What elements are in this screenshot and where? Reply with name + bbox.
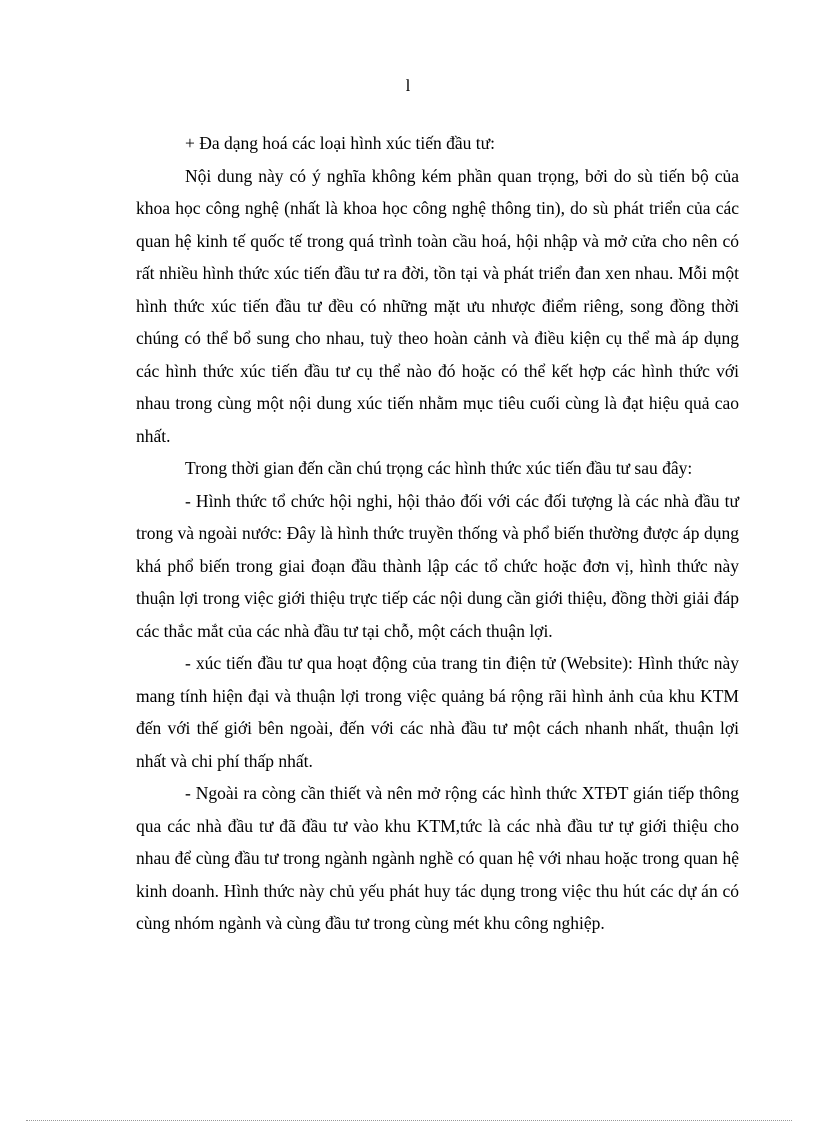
body-text <box>136 127 739 940</box>
paragraph: - Hình thức tổ chức hội nghi, hội thảo đối với các đối tượng là các nhà đầu tư trong và ngoài nước: Đây là hình thức truyền thống và phổ biến thường được áp dụng khá phổ biến trong giai đoạn đầu thành lập các tổ chức hoặc đơn vị, hình thức này thuận lợi trong việc giới thiệu trực tiếp các nội dung cần giới thiệu, đồng thời giải đáp các thắc mắt của các nhà đầu tư tại chỗ, một cách thuận lợi. <box>136 490 739 641</box>
paragraph: Trong thời gian đến cần chú trọng các hình thức xúc tiến đầu tư sau đây: <box>185 458 693 478</box>
paragraph: Nội dung này có ý nghĩa không kém phần quan trọng, bởi do sù tiến bộ của khoa học công nghệ (nhất là khoa học công nghệ thông tin), do sù phát triển của các quan hệ kinh tế quốc tế trong quá trình toàn cầu hoá, hội nhập và mở cửa cho nên có rất nhiều hình thức xúc tiến đầu tư ra đời, tồn tại và phát triển đan xen nhau. Mỗi một hình thức xúc tiến đầu tư đều có những mặt ưu nhược điểm riêng, song đồng thời chúng có thể bổ sung cho nhau, tuỳ theo hoàn cảnh và điều kiện cụ thể mà áp dụng các hình thức xúc tiến đầu tư cụ thể nào đó hoặc có thể kết hợp các hình thức với nhau trong cùng một nội dung xúc tiến nhằm mục tiêu cuối cùng là đạt hiệu quả cao nhất. <box>136 165 739 446</box>
paragraph: - xúc tiến đầu tư qua hoạt động của trang tin điện tử (Website): Hình thức này mang tính hiện đại và thuận lợi trong việc quảng bá rộng rãi hình ảnh của khu KTM đến với thế giới bên ngoài, đến với các nhà đầu tư một cách nhanh nhất, thuận lợi nhất và chi phí thấp nhất. <box>136 653 739 771</box>
paragraph-heading: + Đa dạng hoá các loại hình xúc tiến đầu tư: <box>185 133 495 153</box>
page-number: l <box>405 76 411 95</box>
page-bottom-divider <box>26 1120 792 1121</box>
paragraph: - Ngoài ra còng cần thiết và nên mở rộng các hình thức XTĐT gián tiếp thông qua các nhà đầu tư đã đầu tư vào khu KTM,tức là các nhà đầu tư tự giới thiệu cho nhau để cùng đầu tư trong ngành ngành nghề có quan hệ với nhau hoặc trong quan hệ kinh doanh. Hình thức này chủ yếu phát huy tác dụng trong việc thu hút các dự án có cùng nhóm ngành và cùng đầu tư trong cùng mét khu công nghiệp. <box>136 783 739 933</box>
